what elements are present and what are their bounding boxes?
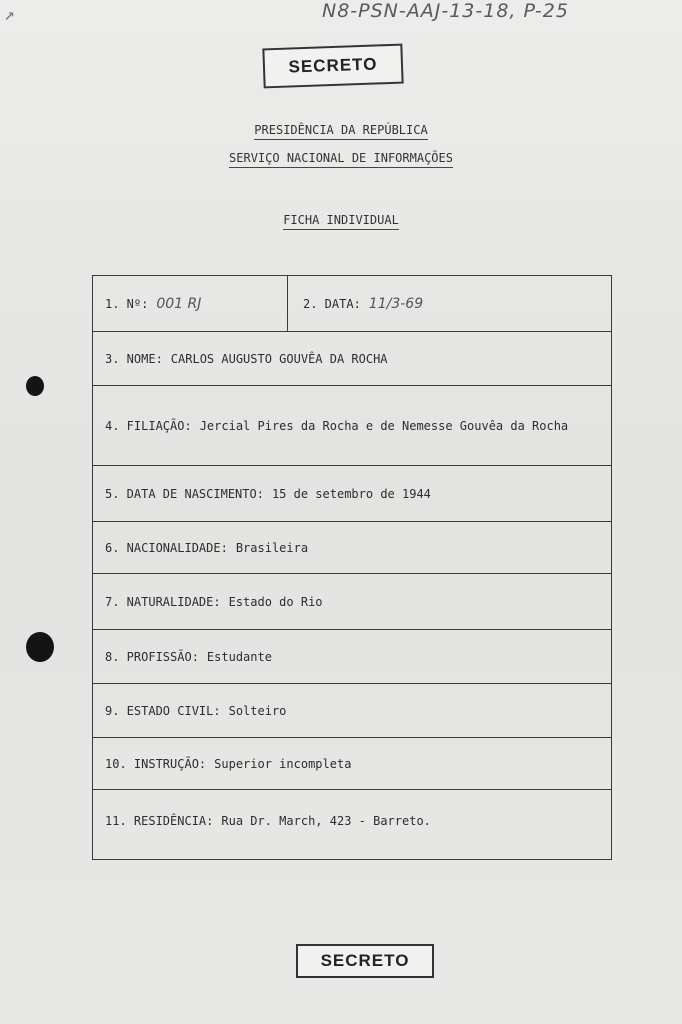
- residence-value: Rua Dr. March, 423 - Barreto.: [221, 814, 431, 828]
- secret-stamp-bottom: SECRETO: [296, 944, 434, 978]
- header-presidency: [0, 123, 682, 137]
- education-label: 10. INSTRUÇÃO:: [105, 756, 207, 771]
- header-service-text: SERVIÇO NACIONAL DE INFORMAÇÕES: [229, 151, 453, 168]
- individual-record-table: [92, 275, 612, 860]
- row-education: [93, 738, 611, 790]
- form-title-text: FICHA INDIVIDUAL: [283, 213, 399, 230]
- cell-divider: [287, 276, 288, 332]
- row-residence: [93, 790, 611, 860]
- profession-value: Estudante: [206, 649, 272, 664]
- form-title: [0, 213, 682, 227]
- row-marital-status: [93, 684, 611, 738]
- row-name: [93, 332, 611, 386]
- archive-reference-number: N8-PSN-AAJ-13-18, P-25: [322, 0, 569, 22]
- date-value: 11/3-69: [368, 296, 424, 312]
- birthplace-value: Estado do Rio: [228, 594, 323, 609]
- education-value: Superior incompleta: [214, 756, 352, 771]
- nationality-value: Brasileira: [235, 540, 309, 555]
- row-profession: [93, 630, 611, 684]
- name-value: CARLOS AUGUSTO GOUVÊA DA ROCHA: [170, 351, 388, 366]
- name-label: 3. NOME:: [105, 351, 163, 366]
- punch-hole-upper: [26, 376, 44, 396]
- profession-label: 8. PROFISSÃO:: [105, 649, 199, 664]
- residence-label: 11. RESIDÊNCIA:: [105, 814, 214, 828]
- cell-date: [303, 276, 423, 332]
- marital-status-value: Solteiro: [228, 703, 287, 718]
- marital-status-label: 9. ESTADO CIVIL:: [105, 703, 221, 718]
- punch-hole-lower: [26, 632, 54, 662]
- row-filiation: [93, 386, 611, 466]
- row-number-date: [93, 276, 611, 332]
- header-service: [0, 151, 682, 165]
- row-nationality: [93, 522, 611, 574]
- number-value: 001 RJ: [156, 296, 202, 312]
- date-label: 2. DATA:: [303, 297, 361, 311]
- birthplace-label: 7. NATURALIDADE:: [105, 594, 221, 609]
- birth-date-value: 15 de setembro de 1944: [271, 486, 431, 501]
- nationality-label: 6. NACIONALIDADE:: [105, 540, 228, 555]
- filiation-value: Jercial Pires da Rocha e de Nemesse Gouvêa da Rocha: [199, 418, 569, 433]
- secret-stamp-top: SECRETO: [262, 44, 403, 89]
- number-label: 1. Nº:: [105, 297, 149, 311]
- birth-date-label: 5. DATA DE NASCIMENTO:: [105, 486, 264, 501]
- filiation-label: 4. FILIAÇÃO:: [105, 418, 192, 433]
- row-birth-date: [93, 466, 611, 522]
- cell-number: [105, 276, 201, 332]
- row-birthplace: [93, 574, 611, 630]
- corner-mark-icon: ↗: [4, 4, 15, 25]
- header-presidency-text: PRESIDÊNCIA DA REPÚBLICA: [254, 123, 427, 140]
